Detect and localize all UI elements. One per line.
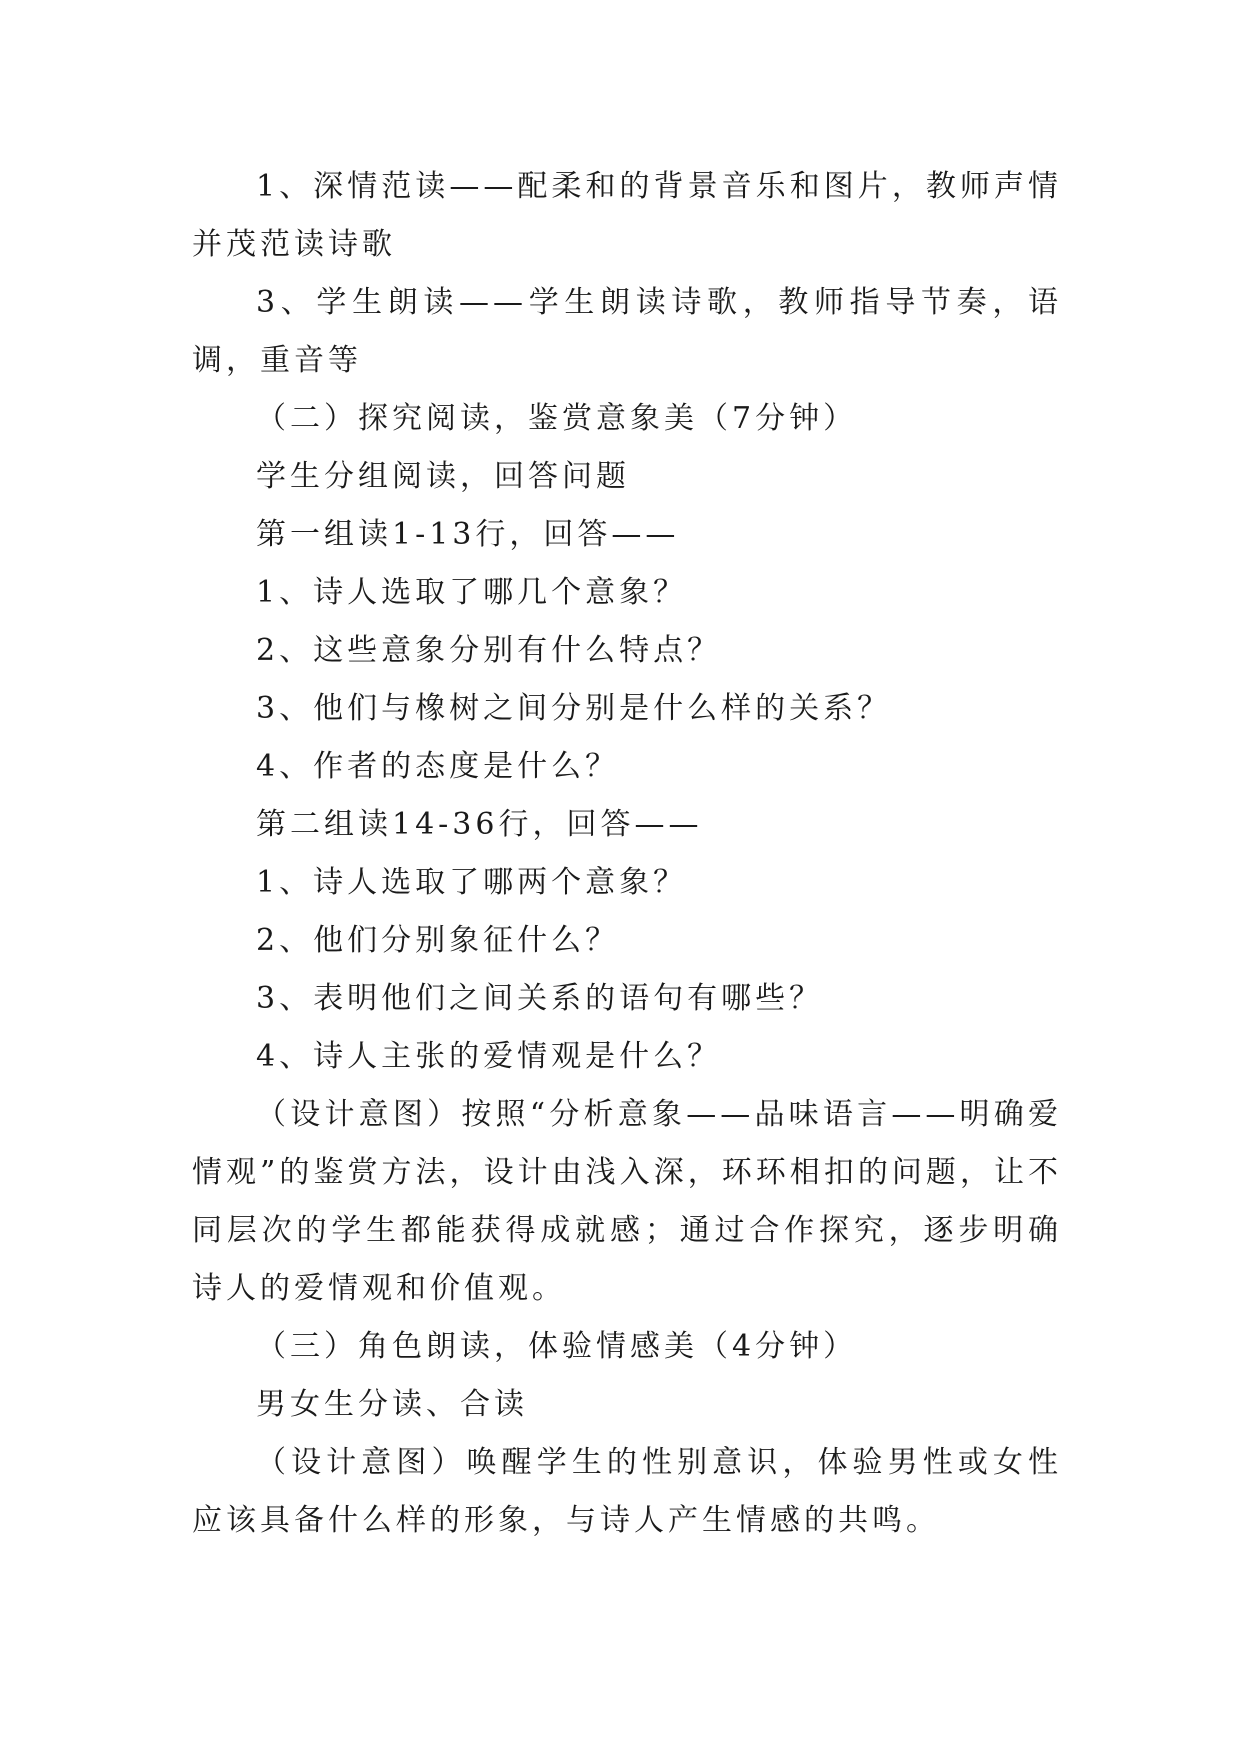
paragraph-2: 3、学生朗读——学生朗读诗歌，教师指导节奏，语调，重音等: [192, 285, 1062, 378]
paragraph-4: 学生分组阅读，回答问题: [256, 459, 630, 494]
group-2-question-4: 4、诗人主张的爱情观是什么？: [256, 1039, 722, 1074]
paragraph-1: 1、深情范读——配柔和的背景音乐和图片，教师声情并茂范读诗歌: [192, 169, 1062, 262]
group-1-question-2: 2、这些意象分别有什么特点？: [256, 633, 722, 668]
group-1-question-1: 1、诗人选取了哪几个意象？: [256, 575, 688, 610]
group-1-question-3: 3、他们与橡树之间分别是什么样的关系？: [256, 691, 892, 726]
section-heading-3: （三）角色朗读，体验情感美（4分钟）: [256, 1329, 858, 1364]
document-body: [192, 158, 1062, 1550]
design-intent-1: （设计意图）按照“分析意象——品味语言——明确爱情观”的鉴赏方法，设计由浅入深，环环相扣的问题，让不同层次的学生都能获得成就感；通过合作探究，逐步明确诗人的爱情观和价值观。: [192, 1097, 1062, 1306]
group-2-heading: 第二组读14-36行，回答——: [256, 807, 703, 842]
group-2-question-3: 3、表明他们之间关系的语句有哪些？: [256, 981, 824, 1016]
section-heading-2: （二）探究阅读，鉴赏意象美（7分钟）: [256, 401, 858, 436]
design-intent-2: （设计意图）唤醒学生的性别意识，体验男性或女性应该具备什么样的形象，与诗人产生情感的共鸣。: [192, 1445, 1062, 1538]
paragraph-17: 男女生分读、合读: [256, 1387, 528, 1422]
group-2-question-1: 1、诗人选取了哪两个意象？: [256, 865, 688, 900]
group-1-question-4: 4、作者的态度是什么？: [256, 749, 620, 784]
group-1-heading: 第一组读1-13行，回答——: [256, 517, 680, 552]
group-2-question-2: 2、他们分别象征什么？: [256, 923, 620, 958]
